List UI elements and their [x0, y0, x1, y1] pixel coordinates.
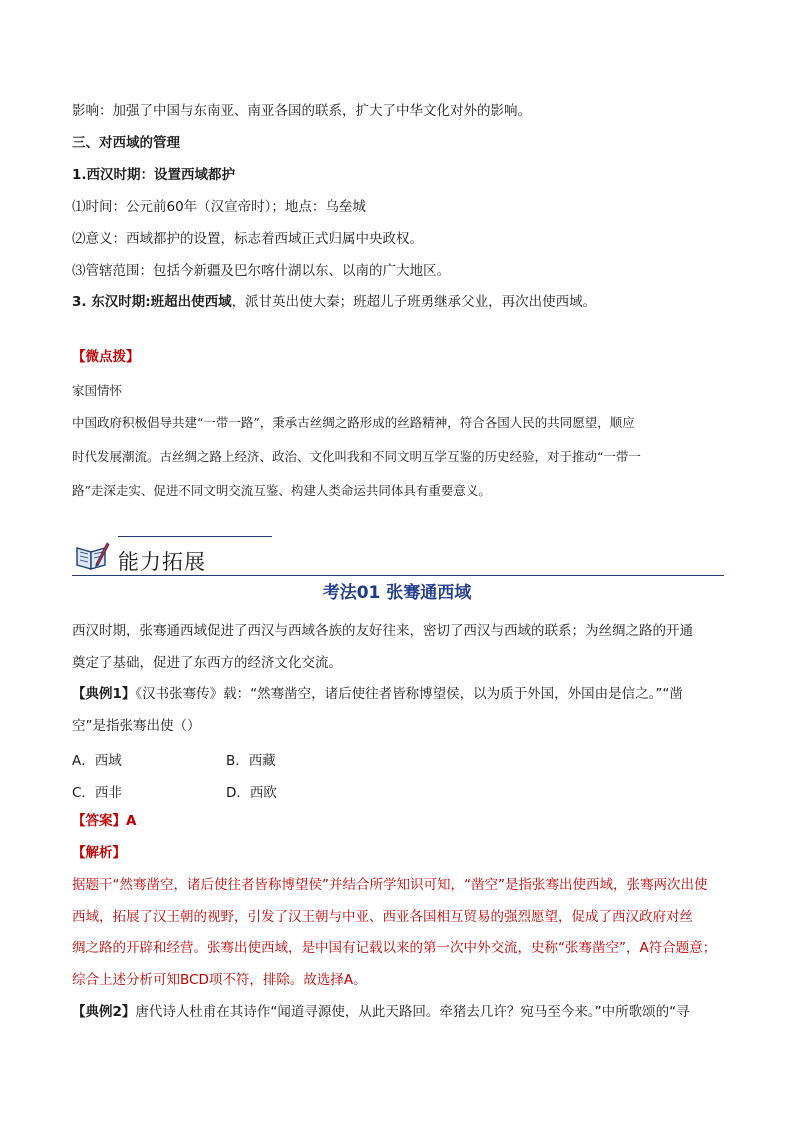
- eastern-han-rest: ，派甘英出使大秦；班超儿子班勇继承父业，再次出使西域。: [231, 294, 597, 310]
- kaofa-intro-line-1: 西汉时期，张骞通西域促进了西汉与西域各族的友好往来，密切了西汉与西域的联系；为丝绸之路的开通: [72, 623, 693, 639]
- example1-text-1: 《汉书张骞传》载：“然骞凿空，诸后使往者皆称博望侯，以为质于外国，外国由是信之。”“凿: [135, 686, 683, 702]
- example1-question-line-2: 空”是指张骞出使（）: [72, 718, 201, 734]
- example1-label: 【典例1】: [72, 686, 136, 702]
- weidianbo-line-1: 中国政府积极倡导共建“一带一路”，秉承古丝绸之路形成的丝路精神，符合各国人民的共同愿望，顺应: [72, 415, 635, 430]
- answer-value: A: [126, 813, 137, 829]
- influence-line: 影响：加强了中国与东南亚、南亚各国的联系，扩大了中华文化对外的影响。: [72, 103, 531, 119]
- section-title: 能力拓展: [118, 550, 206, 574]
- analysis-label: 【解析】: [72, 845, 126, 861]
- example2-text: 唐代诗人杜甫在其诗作“闻道寻源使，从此天路回。牵猪去几许？宛马至今来。”中所歌颂的“寻: [135, 1004, 690, 1020]
- answer-label: 【答案】: [72, 813, 126, 829]
- analysis-line-2: 西域，拓展了汉王朝的视野，引发了汉王朝与中亚、西亚各国相互贸易的强烈愿望，促成了西汉政府对丝: [72, 909, 693, 925]
- analysis-line-3: 绸之路的开辟和经营。张骞出使西域，是中国有记载以来的第一次中外交流，史称“张骞凿空”，A符合题意；: [72, 940, 717, 956]
- section-rule-bottom: [72, 575, 724, 576]
- subheading-eastern-han-line: [72, 293, 596, 311]
- kaofa-intro-line-2: 奠定了基础，促进了东西方的经济文化交流。: [72, 655, 342, 671]
- option-c: C．西非: [72, 785, 122, 801]
- example1-question-line-1: [72, 685, 683, 703]
- book-pen-icon: [74, 540, 110, 572]
- example2-line: [72, 1003, 690, 1021]
- item-significance: ⑵意义：西域都护的设置，标志着西域正式归属中央政权。: [72, 231, 423, 247]
- heading-west-regions-management: 三、对西域的管理: [72, 135, 180, 151]
- option-b: B．西藏: [226, 753, 276, 769]
- option-d: D．西欧: [226, 785, 277, 801]
- item-jurisdiction: ⑶管辖范围：包括今新疆及巴尔喀什湖以东、以南的广大地区。: [72, 263, 450, 279]
- kaofa-title: 考法01 张骞通西域: [322, 583, 472, 603]
- section-header: [72, 536, 724, 580]
- eastern-han-bold: 3. 东汉时期:班超出使西域: [72, 294, 232, 310]
- weidianbo-line-2: 时代发展潮流。古丝绸之路上经济、政治、文化叫我和不同文明互学互鉴的历史经验，对于推动“一带一: [72, 449, 641, 464]
- weidianbo-subtitle: 家国情怀: [72, 383, 123, 398]
- option-a: A．西域: [72, 753, 122, 769]
- weidianbo-label: 【微点拨】: [72, 349, 140, 365]
- example2-label: 【典例2】: [72, 1004, 136, 1020]
- section-rule-top: [118, 536, 272, 537]
- answer-line: [72, 812, 136, 830]
- weidianbo-line-3: 路”走深走实、促进不同文明交流互鉴、构建人类命运共同体具有重要意义。: [72, 483, 491, 498]
- subheading-western-han: 1.西汉时期：设置西域都护: [72, 167, 236, 183]
- analysis-line-4: 综合上述分析可知BCD项不符，排除。故选择A。: [72, 972, 367, 988]
- item-time-place: ⑴时间：公元前60年（汉宣帝时）；地点：乌垒城: [72, 199, 366, 215]
- analysis-line-1: 据题干“然骞凿空，诸后使往者皆称博望侯”并结合所学知识可知，“凿空”是指张骞出使西域，张骞两次出使: [72, 877, 708, 893]
